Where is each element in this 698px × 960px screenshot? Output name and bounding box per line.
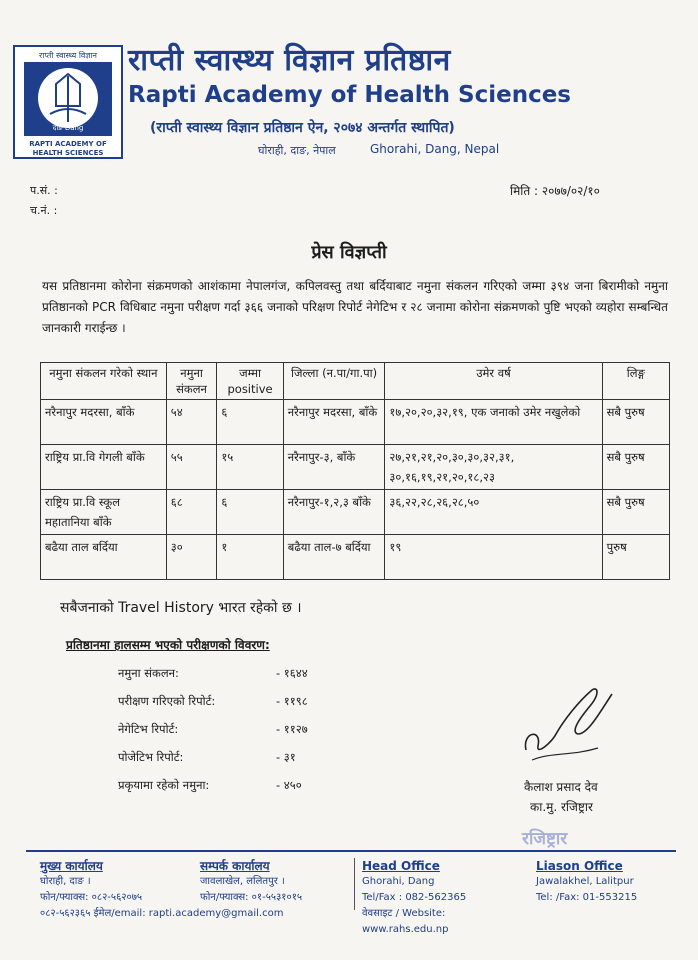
press-release-paragraph: यस प्रतिष्ठानमा कोरोना संक्रमणको आशंकामा नेपालगंज, कपिलवस्तु तथा बर्दियाबाट नमुना संकलन गरिएको जम्मा ३९४ जना बिरामीको नमुना प्रतिष्ठानको PCR विधिबाट नमुना परीक्षण गर्दा ३६६ जनाको परिक्षण रिपोर्ट नेगेटिभ र २८ जनामा कोरोना संक्रमणको पुष्टि भएको व्यहोरा सम्बन्धित जानकारी गराईन्छ ।	[42, 279, 668, 335]
cell-gender: सबै पुरुष	[602, 445, 669, 490]
institution-title-nepali: राप्ती स्वास्थ्य विज्ञान प्रतिष्ठान	[128, 43, 451, 78]
institution-title-english: Rapti Academy of Health Sciences	[128, 82, 571, 108]
signatory-role: का.मु. रजिष्ट्रार	[530, 800, 593, 814]
head-office-line3: वेवसाइट / Website: www.rahs.edu.np	[362, 908, 449, 935]
head-office-heading: Head Office	[362, 859, 440, 873]
summary-heading: प्रतिष्ठानमा हालसम्म भएको परीक्षणको विवरण:	[66, 638, 270, 652]
cell-samples: ३०	[166, 535, 217, 580]
summary-value: - ११९८	[276, 694, 308, 708]
main-office-line2: फोन/फ्याक्स: ०८२-५६२०७५	[40, 892, 143, 903]
cell-gender: सबै पुरुष	[602, 490, 669, 535]
cell-ages: ३६,२२,२८,२६,२८,५०	[385, 490, 602, 535]
summary-label: पोजेटिभ रिपोर्ट:	[118, 750, 184, 764]
head-office-line2: Tel/Fax : 082-562365	[362, 892, 467, 903]
contact-office-heading: सम्पर्क कार्यालय	[200, 859, 270, 873]
table-row	[41, 400, 670, 445]
table-row	[41, 535, 670, 580]
logo-bottom-text-2: HEALTH SCIENCES	[32, 149, 104, 157]
col-header-district: जिल्ला (न.पा/गा.पा)	[283, 363, 385, 400]
letter-date: मिति : २०७७/०२/१०	[510, 184, 600, 198]
ref-ps-label: प.सं. :	[30, 184, 58, 197]
table-header-row	[41, 363, 670, 400]
cell-positive: ६	[217, 400, 283, 445]
cell-ages: १७,२०,२०,३२,१९, एक जनाको उमेर नखुलेको	[385, 400, 602, 445]
col-header-place: नमुना संकलन गरेको स्थान	[41, 363, 167, 400]
summary-row	[118, 750, 418, 765]
summary-value: - ४५०	[276, 778, 302, 792]
summary-value: - ३१	[276, 750, 296, 764]
cell-gender: सबै पुरुष	[602, 400, 669, 445]
table-row	[41, 490, 670, 535]
summary-row	[118, 666, 418, 681]
liason-office-line1: Jawalakhel, Lalitpur	[536, 876, 634, 887]
institution-subtitle: (राप्ती स्वास्थ्य विज्ञान प्रतिष्ठान ऐन, २०७४ अन्तर्गत स्थापित)	[150, 120, 455, 136]
footer-head-office	[362, 858, 532, 938]
registrar-stamp: रजिष्ट्रार	[522, 829, 568, 849]
cell-place: राष्ट्रिय प्रा.वि स्कूल महातानिया बाँके	[41, 490, 167, 535]
test-results-table	[40, 362, 670, 580]
main-office-line3: ०८२-५६२३६५ ईमेल/email: rapti.academy@gmail.com	[40, 908, 284, 919]
logo-bottom-text-1: RAPTI ACADEMY OF	[29, 140, 107, 148]
col-header-gender: लिङ्ग	[602, 363, 669, 400]
cell-district: नरैनापुर मदरसा, बाँके	[283, 400, 385, 445]
logo-dang-text: दाङ Dang	[52, 124, 84, 132]
cell-place: राष्ट्रिय प्रा.वि गेगली बाँके	[41, 445, 167, 490]
summary-value: - १६४४	[276, 666, 308, 680]
address-nepali: घोराही, दाङ, नेपाल	[258, 144, 336, 157]
cell-district: नरैनापुर-१,२,३ बाँके	[283, 490, 385, 535]
cell-ages: २७,२१,२१,२०,३०,३०,३२,३१, ३०,१६,१९,२१,२०,१८,२३	[385, 445, 602, 490]
col-header-ages: उमेर वर्ष	[385, 363, 602, 400]
cell-district: बढैया ताल-७ बर्दिया	[283, 535, 385, 580]
cell-positive: १५	[217, 445, 283, 490]
cell-samples: ५४	[166, 400, 217, 445]
summary-label: नमुना संकलन:	[118, 666, 179, 680]
academy-logo-icon	[12, 44, 124, 160]
press-release-title: प्रेस विज्ञप्ती	[311, 242, 387, 263]
footer-separator	[354, 858, 355, 910]
cell-place: नरैनापुर मदरसा, बाँके	[41, 400, 167, 445]
summary-label: नेगेटिभ रिपोर्ट:	[118, 722, 179, 736]
cell-positive: १	[217, 535, 283, 580]
cell-samples: ६८	[166, 490, 217, 535]
cell-place: बढैया ताल बर्दिया	[41, 535, 167, 580]
cell-positive: ६	[217, 490, 283, 535]
summary-label: प्रकृयामा रहेको नमुना:	[118, 778, 210, 792]
summary-row	[118, 778, 418, 793]
col-header-positive: जम्मा positive	[217, 363, 283, 400]
cell-gender: पुरुष	[602, 535, 669, 580]
contact-office-line2: फोन/फ्याक्स: ०१-५५३१०१५	[200, 892, 303, 903]
table-row	[41, 445, 670, 490]
ref-cn-label: च.नं. :	[30, 204, 58, 217]
handwritten-signature-icon	[512, 672, 622, 772]
summary-row	[118, 694, 418, 709]
cell-ages: १९	[385, 535, 602, 580]
footer-contact-office	[200, 858, 350, 906]
footer-divider	[26, 850, 676, 852]
cell-district: नरैनापुर-३, बाँके	[283, 445, 385, 490]
travel-history-note: सबैजनाको Travel History भारत रहेको छ ।	[60, 600, 302, 616]
summary-value: - ११२७	[276, 722, 308, 736]
main-office-line1: घोराही, दाङ ।	[40, 876, 91, 887]
cell-samples: ५५	[166, 445, 217, 490]
footer-liason-office	[536, 858, 676, 906]
liason-office-heading: Liason Office	[536, 859, 623, 873]
col-header-samples: नमुना संकलन	[166, 363, 217, 400]
address-english: Ghorahi, Dang, Nepal	[370, 142, 500, 156]
summary-row	[118, 722, 418, 737]
summary-label: परीक्षण गरिएको रिपोर्ट:	[118, 694, 216, 708]
main-office-heading: मुख्य कार्यालय	[40, 859, 103, 873]
contact-office-line1: जावलाखेल, ललितपुर ।	[200, 876, 285, 887]
signatory-name: कैलाश प्रसाद देव	[524, 780, 598, 794]
logo-top-text: राप्ती स्वास्थ्य विज्ञान	[39, 51, 97, 60]
liason-office-line2: Tel: /Fax: 01-553215	[536, 892, 638, 903]
head-office-line1: Ghorahi, Dang	[362, 876, 435, 887]
